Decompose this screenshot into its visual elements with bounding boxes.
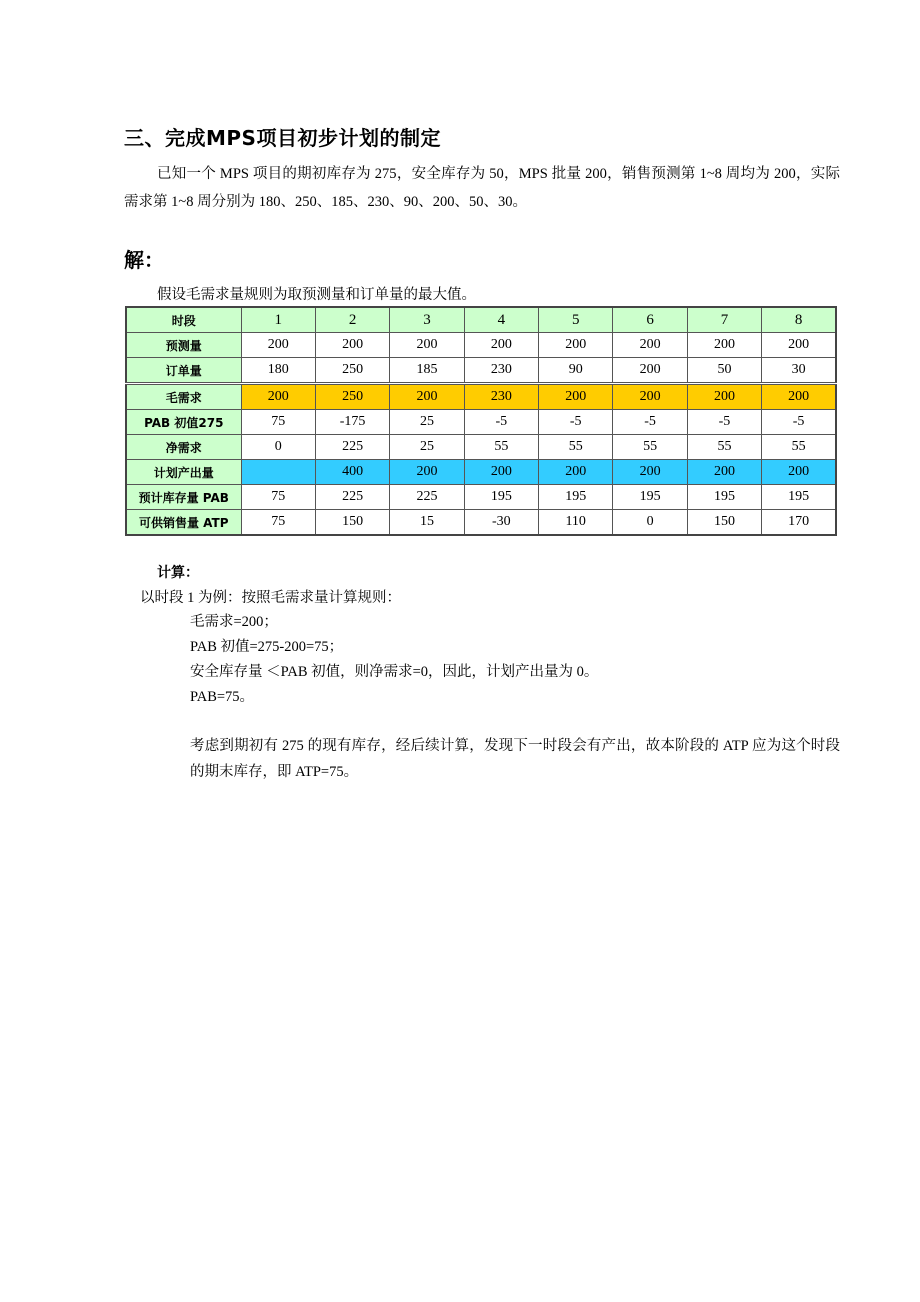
- row-label-cell: 预测量: [126, 333, 241, 358]
- table-cell: 110: [539, 510, 613, 536]
- calc-line: 安全库存量 ＜PAB 初值，则净需求=0，因此，计划产出量为 0。: [190, 664, 599, 680]
- table-cell: 195: [464, 485, 538, 510]
- period-header-cell: 1: [241, 307, 315, 333]
- table-cell: 0: [613, 510, 687, 536]
- table-cell: 55: [762, 435, 836, 460]
- table-row: [126, 460, 836, 485]
- row-label-cell: 可供销售量 ATP: [126, 510, 241, 536]
- table-cell: 195: [613, 485, 687, 510]
- table-cell: 400: [315, 460, 389, 485]
- table-cell: 200: [464, 333, 538, 358]
- table-cell: 50: [687, 358, 761, 384]
- table-cell: 185: [390, 358, 464, 384]
- table-row: [126, 485, 836, 510]
- table-cell: 15: [390, 510, 464, 536]
- table-cell: 55: [613, 435, 687, 460]
- table-cell: 200: [762, 460, 836, 485]
- mps-table: [125, 306, 837, 536]
- table-cell: 195: [687, 485, 761, 510]
- table-row: [126, 333, 836, 358]
- row-label-cell: 订单量: [126, 358, 241, 384]
- table-cell: 250: [315, 384, 389, 410]
- table-cell: 225: [390, 485, 464, 510]
- table-cell: 225: [315, 435, 389, 460]
- solution-label: 解：: [124, 248, 164, 272]
- table-header-row: [126, 307, 836, 333]
- table-cell: -175: [315, 410, 389, 435]
- calc-line: 毛需求=200；: [190, 614, 278, 630]
- table-cell: 200: [539, 460, 613, 485]
- table-row: [126, 510, 836, 536]
- table-row: [126, 358, 836, 384]
- period-header-cell: 4: [464, 307, 538, 333]
- section-heading: 三、完成MPS项目初步计划的制定: [124, 126, 441, 150]
- table-cell: 200: [464, 460, 538, 485]
- table-row: [126, 384, 836, 410]
- table-cell: 200: [613, 358, 687, 384]
- table-cell: 25: [390, 410, 464, 435]
- table-cell: [241, 460, 315, 485]
- table-cell: -5: [687, 410, 761, 435]
- table-cell: 230: [464, 384, 538, 410]
- table-cell: 0: [241, 435, 315, 460]
- calc-title: 计算：: [157, 565, 199, 581]
- period-header-cell: 7: [687, 307, 761, 333]
- table-cell: 250: [315, 358, 389, 384]
- period-header-cell: 5: [539, 307, 613, 333]
- row-label-cell: 毛需求: [126, 384, 241, 410]
- period-header-cell: 8: [762, 307, 836, 333]
- table-cell: 230: [464, 358, 538, 384]
- table-cell: 150: [687, 510, 761, 536]
- table-cell: -30: [464, 510, 538, 536]
- atp-note: 考虑到期初有 275 的现有库存，经后续计算，发现下一时段会有产出，故本阶段的 ATP 应为这个时段的期末库存，即 ATP=75。: [190, 738, 840, 780]
- row-label-cell: 净需求: [126, 435, 241, 460]
- table-row: [126, 435, 836, 460]
- table-cell: 75: [241, 510, 315, 536]
- table-cell: 170: [762, 510, 836, 536]
- calc-line: PAB 初值=275-200=75；: [190, 639, 344, 655]
- row-label-cell: 预计库存量 PAB: [126, 485, 241, 510]
- table-cell: 200: [613, 384, 687, 410]
- row-label-cell: 计划产出量: [126, 460, 241, 485]
- table-cell: 195: [762, 485, 836, 510]
- problem-statement: 已知一个 MPS 项目的期初库存为 275，安全库存为 50，MPS 批量 200，销售预测第 1~8 周均为 200，实际需求第 1~8 周分别为 180、250、185、230、90、200、50、30。: [124, 166, 840, 210]
- assumption-text: 假设毛需求量规则为取预测量和订单量的最大值。: [157, 287, 476, 303]
- table-cell: 200: [390, 333, 464, 358]
- table-cell: 195: [539, 485, 613, 510]
- table-cell: 200: [315, 333, 389, 358]
- table-cell: 200: [539, 384, 613, 410]
- period-header-cell: 3: [390, 307, 464, 333]
- table-cell: 30: [762, 358, 836, 384]
- row-label-cell: PAB 初值275: [126, 410, 241, 435]
- period-header-cell: 6: [613, 307, 687, 333]
- table-cell: 200: [687, 460, 761, 485]
- table-cell: 75: [241, 485, 315, 510]
- table-cell: 90: [539, 358, 613, 384]
- table-cell: 55: [539, 435, 613, 460]
- table-cell: 200: [539, 333, 613, 358]
- header-label-cell: 时段: [126, 307, 241, 333]
- table-cell: 200: [762, 384, 836, 410]
- table-cell: 200: [687, 333, 761, 358]
- table-cell: 200: [613, 460, 687, 485]
- table-cell: 75: [241, 410, 315, 435]
- table-cell: 150: [315, 510, 389, 536]
- period-header-cell: 2: [315, 307, 389, 333]
- table-cell: 180: [241, 358, 315, 384]
- table-cell: 200: [762, 333, 836, 358]
- table-cell: -5: [613, 410, 687, 435]
- table-cell: 55: [687, 435, 761, 460]
- table-row: [126, 410, 836, 435]
- table-cell: -5: [539, 410, 613, 435]
- table-cell: 200: [390, 384, 464, 410]
- table-cell: 200: [687, 384, 761, 410]
- table-cell: -5: [762, 410, 836, 435]
- table-cell: 225: [315, 485, 389, 510]
- table-cell: 200: [613, 333, 687, 358]
- table-cell: 25: [390, 435, 464, 460]
- calc-lines: [190, 610, 598, 710]
- table-cell: 200: [241, 384, 315, 410]
- table-cell: -5: [464, 410, 538, 435]
- table-cell: 200: [241, 333, 315, 358]
- calc-line: PAB=75。: [190, 689, 255, 705]
- calc-intro: 以时段 1 为例：按照毛需求量计算规则：: [140, 590, 401, 606]
- table-cell: 200: [390, 460, 464, 485]
- table-cell: 55: [464, 435, 538, 460]
